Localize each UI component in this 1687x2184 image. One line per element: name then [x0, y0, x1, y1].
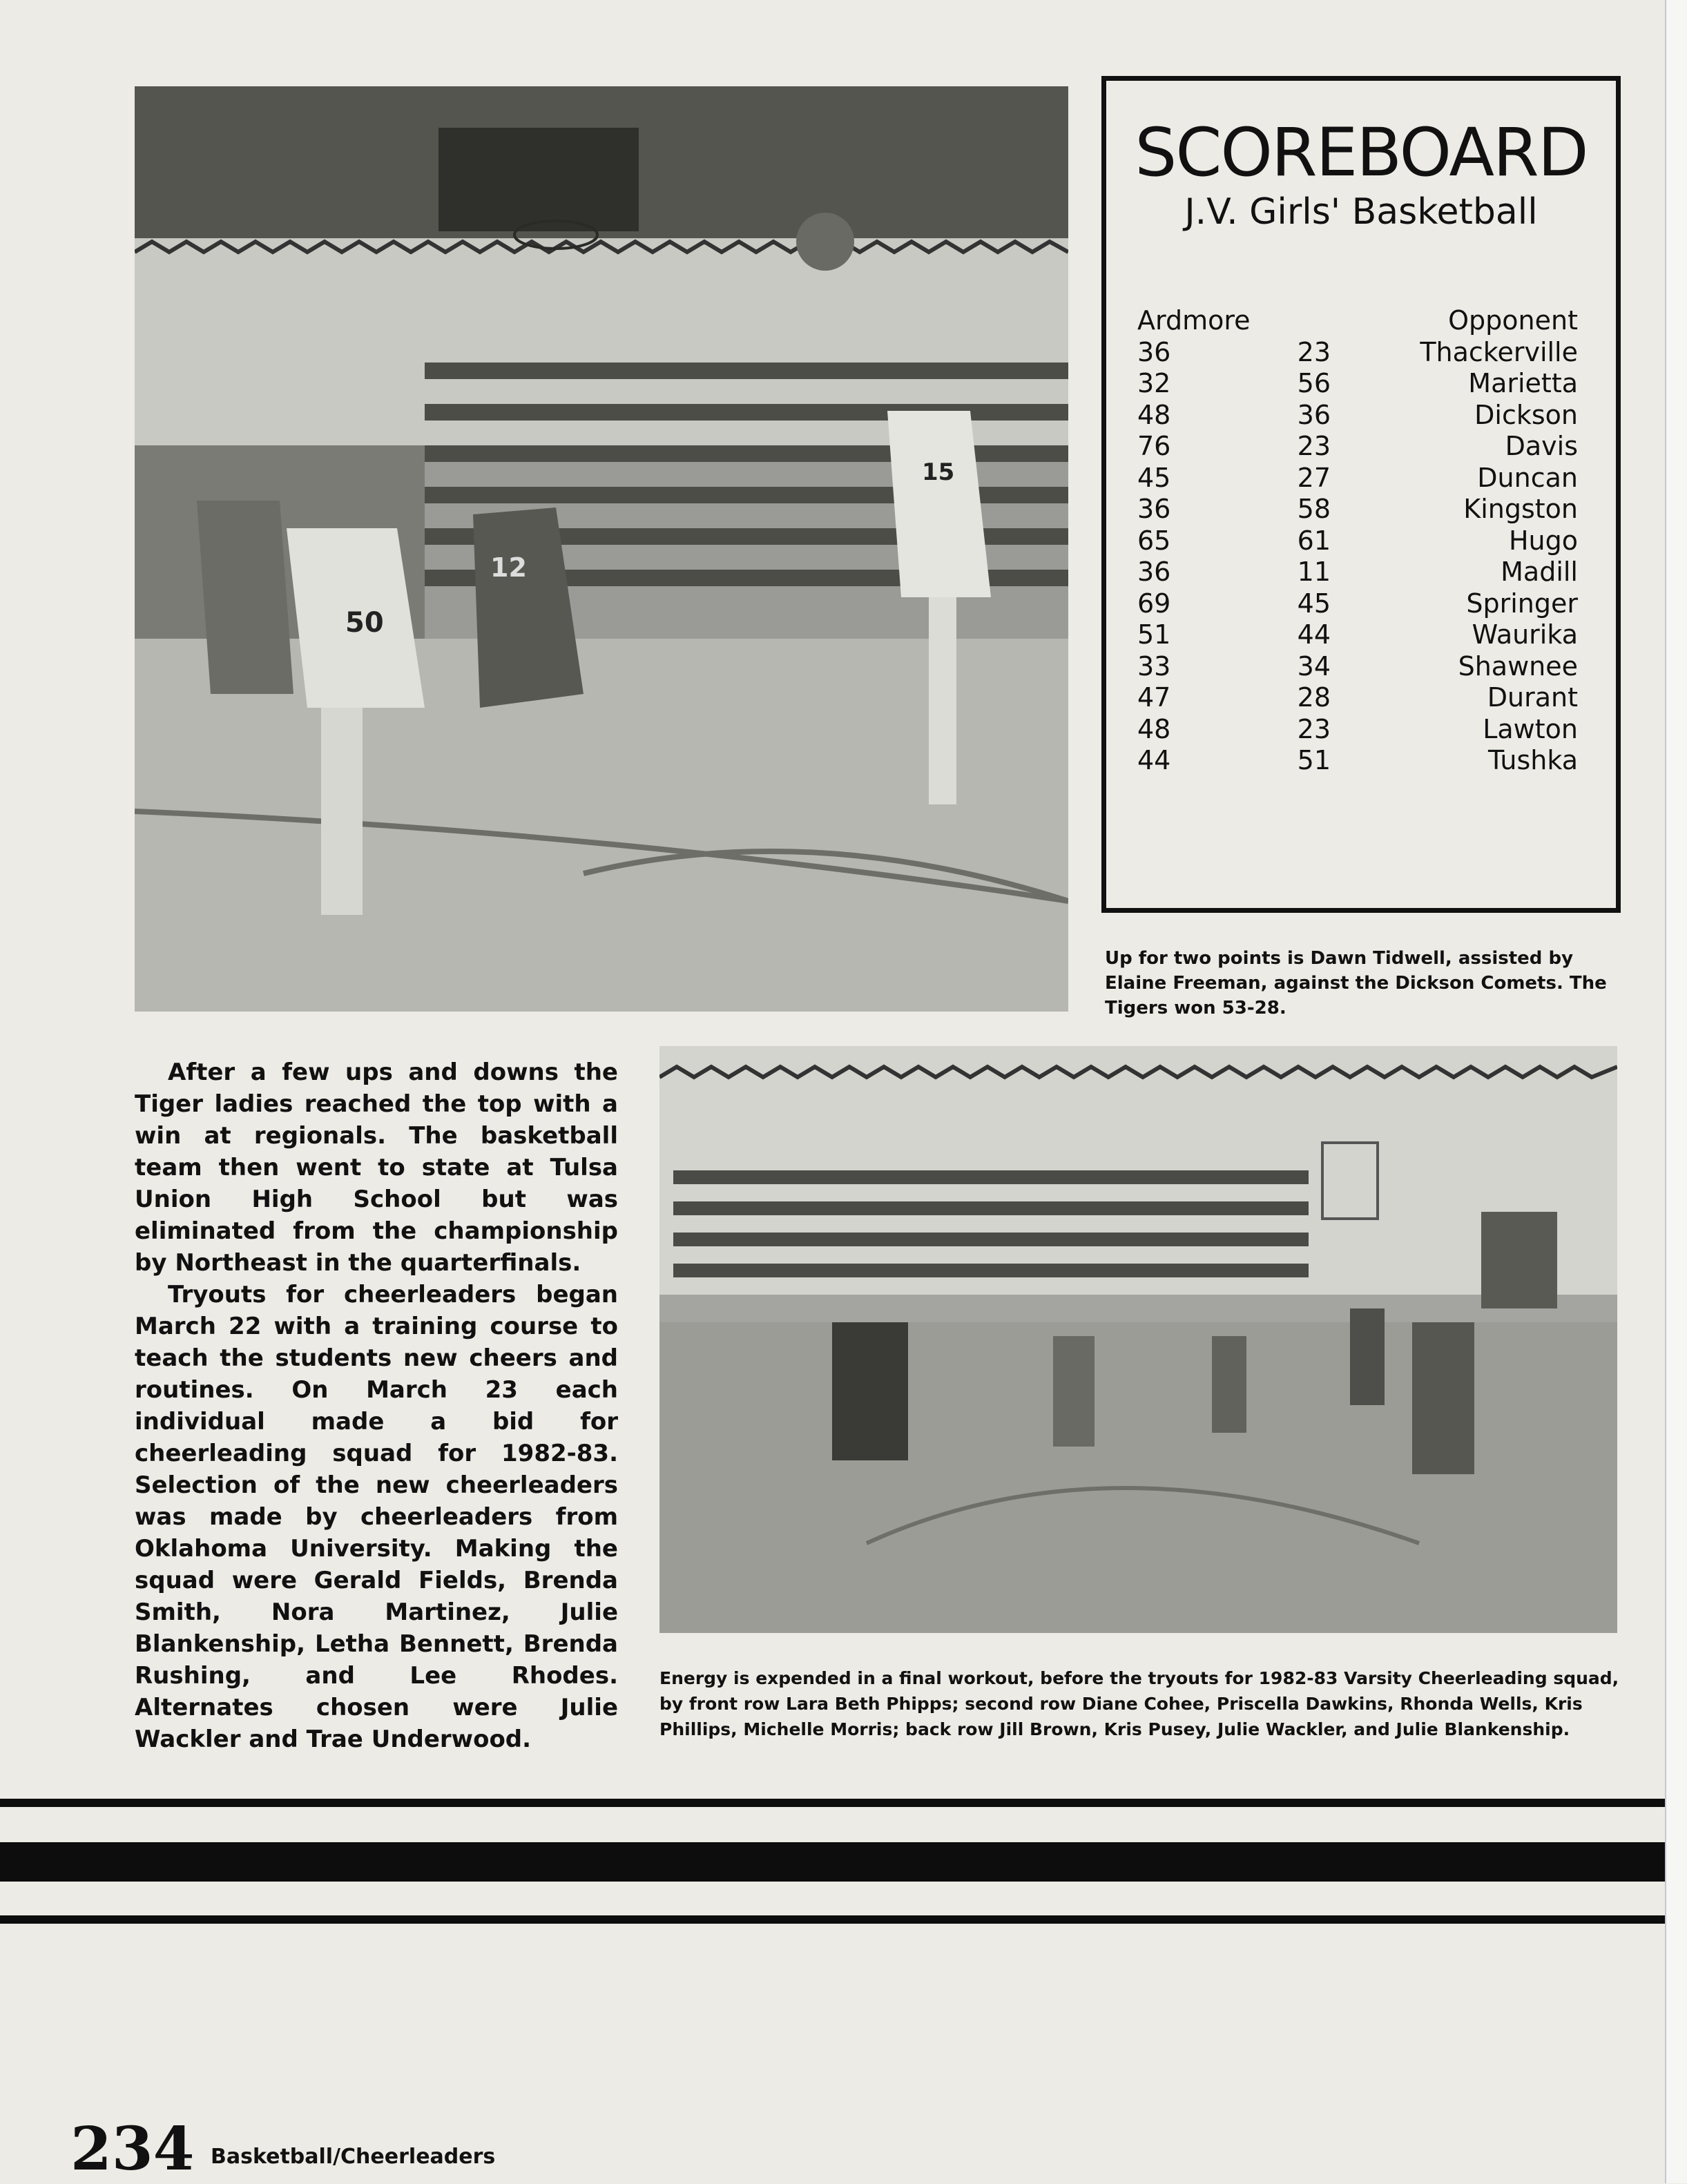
- page-number: 234: [70, 2114, 195, 2184]
- opponent-name: Thackerville: [1420, 336, 1578, 367]
- opponent-name: Kingston: [1463, 494, 1578, 524]
- scoreboard-header: [1137, 305, 1578, 337]
- ardmore-score: 48: [1137, 399, 1171, 430]
- scoreboard-table: [1137, 305, 1578, 777]
- opponent-name: Duncan: [1477, 462, 1578, 493]
- ardmore-score: 36: [1137, 557, 1171, 587]
- page-edge: [1665, 0, 1687, 2183]
- score-row: [1137, 557, 1578, 588]
- ardmore-score: 69: [1137, 588, 1171, 619]
- jersey-number-15: 15: [922, 458, 955, 486]
- score-row: [1137, 682, 1578, 714]
- opponent-name: Tushka: [1487, 745, 1578, 775]
- opponent-score: 36: [1297, 399, 1331, 430]
- divider-bar-thin-top: [0, 1799, 1687, 1807]
- opponent-score: 56: [1297, 368, 1331, 398]
- opponent-score: 44: [1297, 619, 1331, 650]
- opponent-name: Durant: [1487, 682, 1578, 713]
- opponent-name: Hugo: [1508, 525, 1578, 556]
- ardmore-score: 44: [1137, 745, 1171, 775]
- score-row: [1137, 463, 1578, 494]
- score-row: [1137, 400, 1578, 432]
- opponent-score: 28: [1297, 682, 1331, 713]
- jersey-number-12: 12: [490, 552, 527, 583]
- ardmore-score: 65: [1137, 525, 1171, 556]
- opponent-score: 45: [1297, 588, 1331, 619]
- opponent-score: 51: [1297, 745, 1331, 775]
- score-row: [1137, 619, 1578, 651]
- opponent-score: 34: [1297, 650, 1331, 682]
- cheerleading-photo: [659, 1046, 1617, 1633]
- opponent-name: Springer: [1466, 588, 1578, 619]
- opponent-name: Lawton: [1483, 713, 1578, 744]
- opponent-name: Dickson: [1474, 399, 1578, 430]
- basketball-photo: [135, 86, 1068, 1012]
- opponent-name: Waurika: [1472, 619, 1578, 650]
- ardmore-score: 32: [1137, 368, 1171, 398]
- ardmore-score: 36: [1137, 336, 1171, 367]
- opponent-score: 61: [1297, 525, 1331, 556]
- section-label: Basketball/Cheerleaders: [211, 2145, 496, 2169]
- score-row: [1137, 714, 1578, 746]
- article-paragraph: After a few ups and downs the Tiger ladies reached the top with a win at regionals. The basketball team then went to state at Tulsa Union High School but was eliminated from the championship by Northeast in the quarterfinals.: [135, 1059, 618, 1277]
- opponent-score: 11: [1297, 557, 1331, 587]
- jersey-number-50: 50: [345, 607, 384, 639]
- scoreboard-box: [1101, 76, 1621, 913]
- opponent-score: 23: [1297, 713, 1331, 744]
- score-row: [1137, 651, 1578, 683]
- divider-bar-thin-bottom: [0, 1915, 1687, 1924]
- ardmore-score: 48: [1137, 713, 1171, 744]
- article-paragraph: Tryouts for cheerleaders began March 22 with a training course to teach the students new cheers and routines. On March 23 each individual made a bid for cheerleading squad for 1982-83. Selection of the new cheerleaders was made by cheerleaders from Oklahoma University. Making the squad were Gerald Fields, Brenda Smith, Nora Martinez, Julie Blankenship, Letha Bennett, Brenda Rushing, and Lee Rhodes. Alternates chosen were Julie Wackler and Trae Underwood.: [135, 1281, 618, 1753]
- cheerleading-photo-caption: Energy is expended in a final workout, before the tryouts for 1982-83 Varsity Cheerleading squad, by front row Lara Beth Phipps; second row Diane Cohee, Priscella Dawkins, Rhonda Wells, Kris Phillips, Michelle Morris; back row Jill Brown, Kris Pusey, Julie Wackler, and Julie Blankenship.: [659, 1668, 1619, 1739]
- header-opponent: Opponent: [1448, 305, 1578, 336]
- opponent-name: Shawnee: [1458, 650, 1578, 682]
- scoreboard-title: SCOREBOARD: [1135, 114, 1588, 191]
- score-row: [1137, 337, 1578, 369]
- score-row: [1137, 368, 1578, 400]
- ardmore-score: 45: [1137, 462, 1171, 493]
- opponent-score: 58: [1297, 494, 1331, 524]
- score-row: [1137, 431, 1578, 463]
- ardmore-score: 36: [1137, 494, 1171, 524]
- score-row: [1137, 494, 1578, 525]
- ardmore-score: 76: [1137, 431, 1171, 461]
- opponent-name: Davis: [1505, 431, 1578, 461]
- score-row: [1137, 745, 1578, 777]
- ardmore-score: 51: [1137, 619, 1171, 650]
- article-body: [135, 1056, 618, 1755]
- ardmore-score: 33: [1137, 650, 1171, 682]
- divider-bar-thick: [0, 1842, 1687, 1882]
- opponent-name: Marietta: [1468, 368, 1578, 398]
- opponent-score: 27: [1297, 462, 1331, 493]
- ardmore-score: 47: [1137, 682, 1171, 713]
- opponent-name: Madill: [1501, 557, 1578, 587]
- score-row: [1137, 588, 1578, 620]
- score-row: [1137, 525, 1578, 557]
- opponent-score: 23: [1297, 431, 1331, 461]
- opponent-score: 23: [1297, 336, 1331, 367]
- header-ardmore: Ardmore: [1137, 305, 1251, 336]
- basketball-photo-caption: Up for two points is Dawn Tidwell, assisted by Elaine Freeman, against the Dickson Comets. The Tigers won 53-28.: [1105, 948, 1607, 1018]
- scoreboard-subtitle: J.V. Girls' Basketball: [1184, 191, 1538, 233]
